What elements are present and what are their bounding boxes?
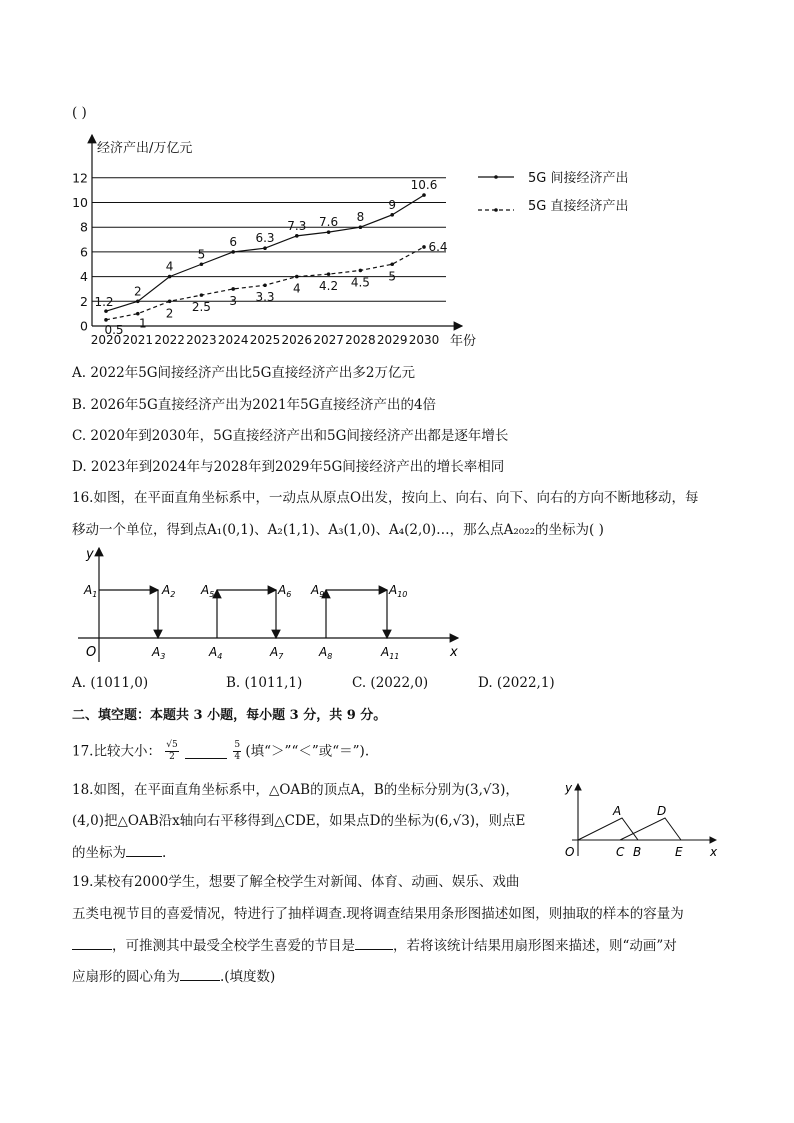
data-label-s0-2021: 2 (133, 284, 142, 299)
point-s0-2027 (327, 230, 331, 234)
q15-option-a: A. 2022年5G间接经济产出比5G直接经济产出多2万亿元 (72, 365, 416, 381)
data-label-s1-2022: 2 (165, 306, 174, 321)
point-s0-2028 (359, 225, 363, 229)
legend-label-direct: 5G 直接经济产出 (528, 199, 629, 214)
point-s0-2024 (231, 250, 235, 254)
legend-label-indirect: 5G 间接经济产出 (528, 171, 629, 186)
q16-x-label: x (450, 645, 458, 660)
legend-marker-solid (494, 175, 498, 179)
q16-stem-line1: 16.如图，在平面直角坐标系中，一动点从原点O出发，按向上、向右、向下、向右的方向不断地移动，每 (72, 490, 699, 506)
point-s0-2023 (200, 262, 204, 266)
data-label-s1-2023: 2.5 (191, 300, 211, 315)
data-label-s1-2021: 1 (138, 316, 147, 331)
point-s1-2027 (327, 272, 331, 276)
q19-stem-line2: 五类电视节目的喜爱情况，特进行了抽样调查.现将调查结果用条形图描述如图，则抽取的样本的容量为 (72, 906, 684, 922)
q18-line3-prefix: 的坐标为 (72, 845, 126, 861)
point-s0-2026 (295, 234, 299, 238)
q18-triangle-cde (620, 818, 681, 840)
q17-stem (72, 740, 369, 770)
data-label-s0-2029: 9 (388, 197, 397, 212)
point-s0-2021 (136, 300, 140, 304)
q16-path-figure (70, 540, 470, 665)
chart-xlabel: 年份 (450, 334, 477, 349)
q18-answer-blank[interactable] (126, 842, 162, 857)
x-tick-2028: 2028 (345, 333, 376, 347)
point-s1-2030 (422, 245, 426, 249)
q19-line4-b: .(填度数) (220, 969, 276, 985)
section-fill-in-header: 二、填空题：本题共 3 小题，每小题 3 分，共 9 分。 (72, 708, 387, 723)
x-tick-2026: 2026 (281, 333, 313, 347)
data-label-s1-2025: 3.3 (255, 290, 275, 305)
q16-label-a5: $A_5$ (201, 583, 215, 599)
q19-blank-sample-size[interactable] (72, 935, 112, 950)
q17-frac2-num: 5 (234, 740, 241, 750)
q17-frac1-num: √5 (166, 740, 178, 750)
q16-option-a: A. (1011,0) (72, 675, 149, 691)
x-tick-2023: 2023 (186, 333, 217, 347)
q17-frac2-den: 4 (234, 752, 241, 762)
q18-label-b: B (633, 845, 642, 859)
y-tick-6: 6 (80, 244, 88, 260)
point-s1-2026 (295, 275, 299, 279)
x-tick-2025: 2025 (249, 333, 281, 347)
y-tick-12: 12 (72, 170, 88, 186)
data-label-s0-2027: 7.6 (319, 215, 339, 230)
q19-line4-a: 应扇形的圆心角为 (72, 969, 180, 985)
q15-option-c: C. 2020年到2030年，5G直接经济产出和5G间接经济产出都是逐年增长 (72, 428, 509, 444)
point-s1-2024 (231, 287, 235, 291)
q17-suffix: (填“＞”“＜”或“＝”). (245, 743, 370, 760)
q15-option-d: D. 2023年到2024年与2028年到2029年5G间接经济产出的增长率相同 (72, 459, 505, 475)
legend-marker-dashed (494, 208, 498, 212)
point-s0-2029 (390, 213, 394, 217)
q17-prefix: 17.比较大小： (72, 743, 161, 760)
data-label-s0-2023: 5 (197, 247, 206, 262)
data-label-s0-2026: 7.3 (287, 218, 307, 233)
q16-label-a1: $A_1$ (84, 583, 98, 599)
x-tick-2027: 2027 (313, 333, 344, 347)
data-label-s1-2030: 6.4 (428, 239, 448, 254)
point-s1-2023 (200, 293, 204, 297)
q18-label-o: O (565, 845, 575, 859)
q16-label-a7: $A_7$ (270, 645, 284, 661)
q16-label-a4: $A_4$ (209, 645, 223, 661)
x-tick-2024: 2024 (217, 333, 249, 347)
q18-triangle-figure (556, 776, 726, 860)
data-label-s0-2030: 10.6 (410, 178, 438, 193)
q18-label-d: D (657, 804, 667, 818)
q17-answer-blank[interactable] (185, 744, 227, 759)
q18-stem-line1: 18.如图，在平面直角坐标系中，△OAB的顶点A，B的坐标分别为(3,√3)， (72, 782, 519, 798)
chart-ylabel: 经济产出/万亿元 (97, 141, 193, 156)
q16-label-a10: $A_{10}$ (389, 583, 408, 599)
point-s0-2020 (104, 309, 108, 313)
q18-line3-suffix: . (162, 845, 167, 861)
q18-label-e: E (675, 845, 683, 859)
q15-line-chart (60, 128, 660, 353)
series-line-1 (106, 247, 424, 320)
point-s1-2028 (359, 269, 363, 273)
x-tick-2020: 2020 (90, 333, 122, 347)
x-tick-2030: 2030 (408, 333, 440, 347)
q18-label-x: x (710, 845, 718, 859)
data-label-s0-2025: 6.3 (255, 231, 275, 246)
q16-label-a8: $A_8$ (319, 645, 333, 661)
q16-label-a6: $A_6$ (278, 583, 292, 599)
q19-line3-a: ，可推测其中最受全校学生喜爱的节目是 (112, 938, 355, 954)
q19-stem-line3 (72, 935, 677, 956)
q16-option-c: C. (2022,0) (352, 675, 429, 691)
q18-label-c: C (616, 845, 625, 859)
point-s1-2021 (136, 312, 140, 316)
q15-bracket: ( ) (72, 105, 87, 121)
q19-line3-b: ，若将该统计结果用扇形图来描述，则“动画”对 (393, 938, 677, 954)
q17-fraction-2 (233, 740, 241, 763)
q16-stem-line2: 移动一个单位，得到点A₁(0,1)、A₂(1,1)、A₃(1,0)、A₄(2,0)…，那么点A₂₀₂₂的坐标为( ) (72, 522, 604, 538)
q16-origin-label: O (86, 645, 97, 660)
data-label-s1-2028: 4.5 (350, 275, 370, 290)
q16-y-label: y (86, 547, 94, 562)
point-s1-2020 (104, 318, 108, 322)
point-s1-2022 (168, 300, 172, 304)
q18-stem-line3 (72, 842, 166, 863)
point-s0-2030 (422, 193, 426, 197)
y-tick-4: 4 (80, 269, 88, 285)
q16-label-a11: $A_{11}$ (381, 645, 400, 661)
q18-triangle-oab (578, 818, 638, 840)
point-s0-2025 (263, 246, 267, 250)
point-s1-2029 (390, 262, 394, 266)
y-tick-0: 0 (80, 318, 88, 334)
q15-option-b: B. 2026年5G直接经济产出为2021年5G直接经济产出的4倍 (72, 397, 437, 413)
x-tick-2022: 2022 (154, 333, 185, 347)
q16-label-a3: $A_3$ (152, 645, 166, 661)
q16-option-b: B. (1011,1) (226, 675, 303, 691)
q18-stem-line2: (4,0)把△OAB沿x轴向右平移得到△CDE，如果点D的坐标为(6,√3)，则点E (72, 813, 526, 829)
data-label-s1-2026: 4 (292, 281, 301, 296)
y-tick-8: 8 (80, 219, 88, 235)
data-label-s0-2022: 4 (165, 259, 174, 274)
q19-blank-favorite[interactable] (355, 935, 393, 950)
q16-option-d: D. (2022,1) (478, 675, 555, 691)
data-label-s1-2029: 5 (388, 269, 397, 284)
q17-frac1-den: 2 (169, 752, 175, 762)
x-tick-2021: 2021 (122, 333, 154, 347)
q17-fraction-1 (165, 740, 178, 763)
q16-label-a9: $A_9$ (311, 583, 325, 599)
q16-label-a2: $A_2$ (162, 583, 176, 599)
q19-stem-line4 (72, 966, 275, 987)
q19-blank-angle[interactable] (180, 966, 220, 981)
data-label-s0-2024: 6 (229, 234, 238, 249)
q19-stem-line1: 19.某校有2000学生，想要了解全校学生对新闻、体育、动画、娱乐、戏曲 (72, 874, 520, 890)
y-tick-10: 10 (72, 195, 88, 210)
data-label-s0-2020: 1.2 (94, 295, 114, 310)
point-s0-2022 (168, 275, 172, 279)
point-s1-2025 (263, 283, 267, 287)
data-label-s1-2020: 0.5 (104, 322, 124, 337)
y-tick-2: 2 (80, 293, 88, 309)
data-label-s1-2024: 3 (229, 293, 238, 308)
q18-label-y: y (565, 781, 573, 795)
q18-label-a: A (613, 804, 622, 818)
x-tick-2029: 2029 (376, 333, 408, 347)
data-label-s0-2028: 8 (356, 210, 365, 225)
data-label-s1-2027: 4.2 (319, 279, 339, 294)
